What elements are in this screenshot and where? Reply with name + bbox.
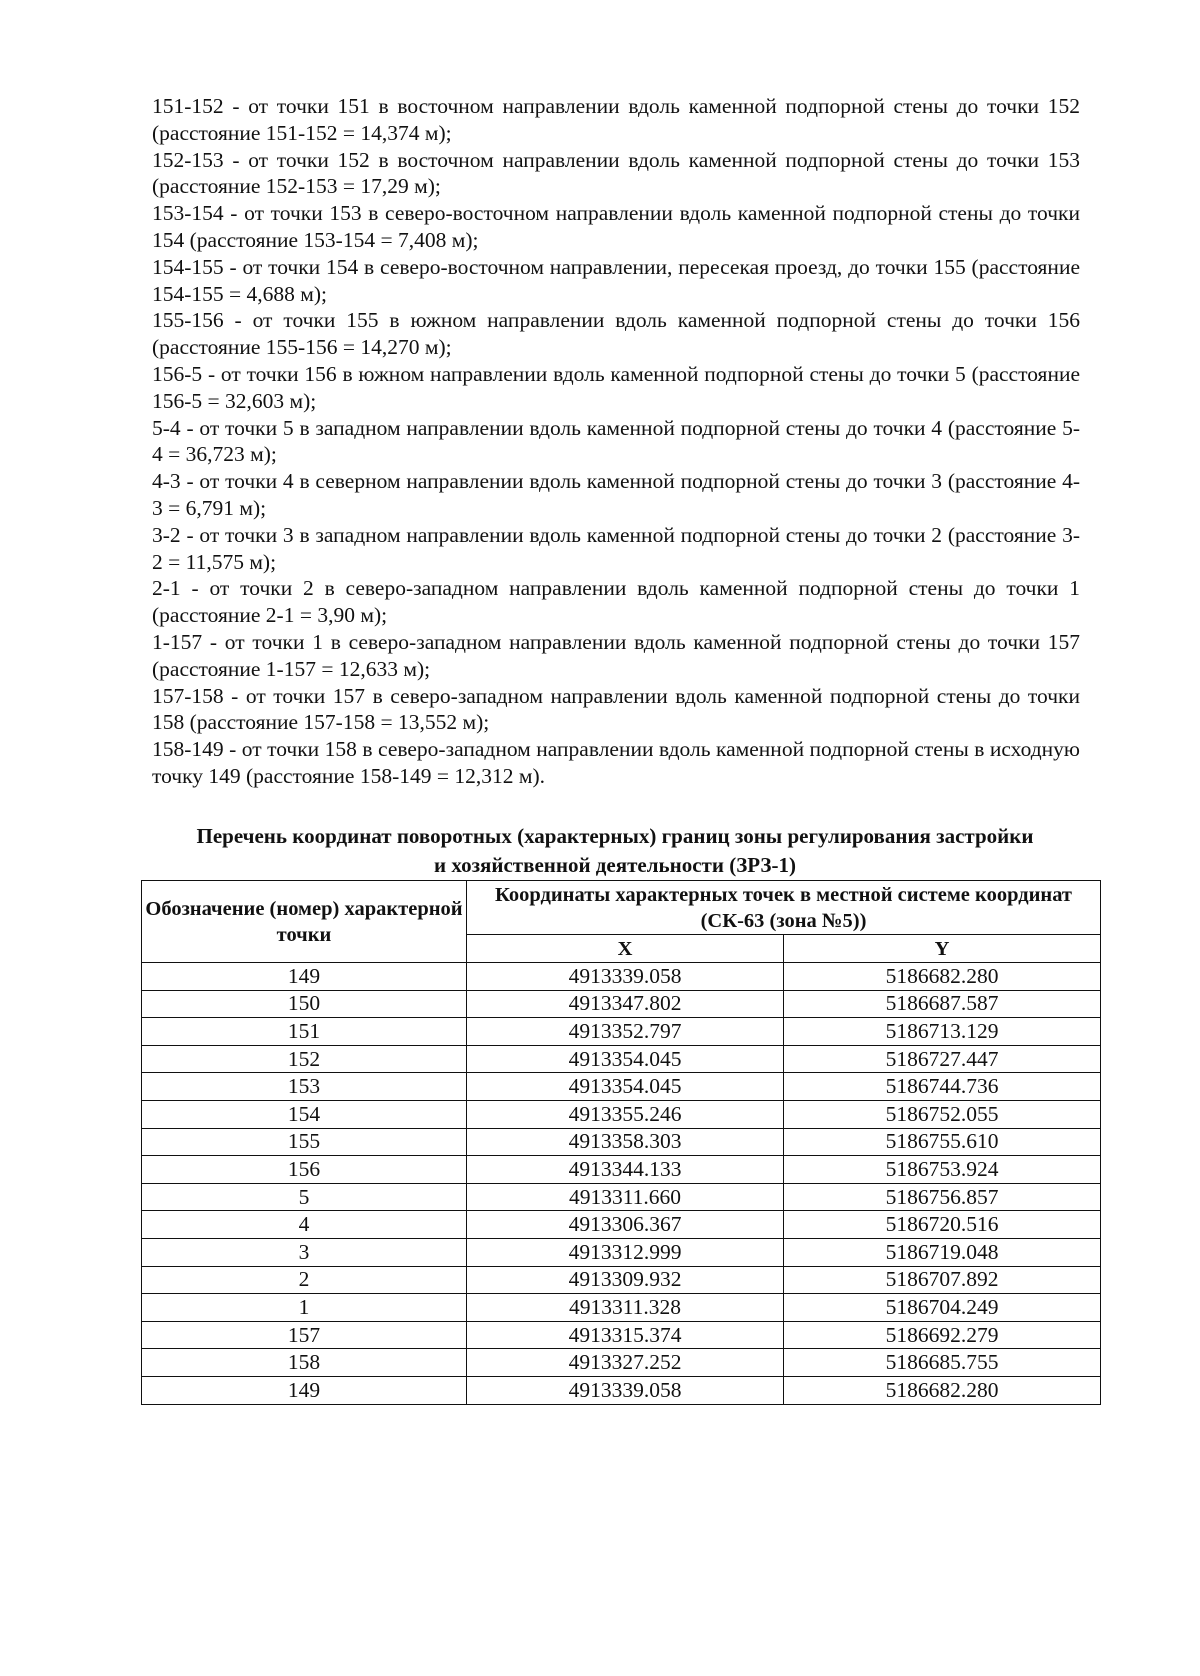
header-y: Y	[784, 935, 1101, 963]
y-coordinate-cell: 5186727.447	[784, 1045, 1101, 1073]
y-coordinate-cell: 5186713.129	[784, 1018, 1101, 1046]
point-number-cell: 149	[142, 1376, 467, 1404]
y-coordinate-cell: 5186720.516	[784, 1211, 1101, 1239]
paragraph: 156-5 - от точки 156 в южном направлении вдоль каменной подпорной стены до точки 5 (расстояние 156-5 = 32,603 м);	[152, 361, 1080, 413]
paragraph: 3-2 - от точки 3 в западном направлении вдоль каменной подпорной стены до точки 2 (расстояние 3-2 = 11,575 м);	[152, 522, 1080, 574]
paragraph: 155-156 - от точки 155 в южном направлении вдоль каменной подпорной стены до точки 156 (расстояние 155-156 = 14,270 м);	[152, 308, 1080, 360]
y-coordinate-cell: 5186682.280	[784, 1376, 1101, 1404]
y-coordinate-cell: 5186704.249	[784, 1294, 1101, 1322]
point-number-cell: 156	[142, 1156, 467, 1184]
table-title	[140, 822, 1090, 880]
table-row	[142, 1266, 1101, 1294]
paragraph: 151-152 - от точки 151 в восточном направлении вдоль каменной подпорной стены до точки 152 (расстояние 151-152 = 14,374 м);	[152, 94, 1080, 145]
point-number-cell: 151	[142, 1018, 467, 1046]
paragraph: 154-155 - от точки 154 в северо-восточном направлении, пересекая проезд, до точки 155 (расстояние 154-155 = 4,688 м);	[152, 254, 1080, 306]
x-coordinate-cell: 4913315.374	[467, 1321, 784, 1349]
x-coordinate-cell: 4913358.303	[467, 1128, 784, 1156]
y-coordinate-cell: 5186744.736	[784, 1073, 1101, 1101]
table-row	[142, 1349, 1101, 1377]
y-coordinate-cell: 5186687.587	[784, 990, 1101, 1018]
header-coordinates: Координаты характерных точек в местной системе координат (СК-63 (зона №5))	[467, 881, 1101, 935]
paragraph: 1-157 - от точки 1 в северо-западном направлении вдоль каменной подпорной стены до точки 157 (расстояние 1-157 = 12,633 м);	[152, 629, 1080, 681]
y-coordinate-cell: 5186692.279	[784, 1321, 1101, 1349]
y-coordinate-cell: 5186756.857	[784, 1183, 1101, 1211]
x-coordinate-cell: 4913355.246	[467, 1100, 784, 1128]
x-coordinate-cell: 4913306.367	[467, 1211, 784, 1239]
point-number-cell: 5	[142, 1183, 467, 1211]
y-coordinate-cell: 5186755.610	[784, 1128, 1101, 1156]
point-number-cell: 157	[142, 1321, 467, 1349]
x-coordinate-cell: 4913339.058	[467, 1376, 784, 1404]
y-coordinate-cell: 5186682.280	[784, 963, 1101, 991]
coordinates-table	[141, 880, 1101, 1405]
table-row	[142, 1294, 1101, 1322]
y-coordinate-cell: 5186752.055	[784, 1100, 1101, 1128]
paragraph: 2-1 - от точки 2 в северо-западном направлении вдоль каменной подпорной стены до точки 1 (расстояние 2-1 = 3,90 м);	[152, 576, 1080, 628]
table-row	[142, 1211, 1101, 1239]
x-coordinate-cell: 4913311.660	[467, 1183, 784, 1211]
paragraph: 153-154 - от точки 153 в северо-восточном направлении вдоль каменной подпорной стены до точки 154 (расстояние 153-154 = 7,408 м);	[152, 201, 1080, 252]
point-number-cell: 158	[142, 1349, 467, 1377]
y-coordinate-cell: 5186707.892	[784, 1266, 1101, 1294]
paragraph: 5-4 - от точки 5 в западном направлении вдоль каменной подпорной стены до точки 4 (расстояние 5-4 = 36,723 м);	[152, 415, 1080, 467]
point-number-cell: 1	[142, 1294, 467, 1322]
paragraph: 152-153 - от точки 152 в восточном направлении вдоль каменной подпорной стены до точки 153 (расстояние 152-153 = 17,29 м);	[152, 147, 1080, 199]
point-number-cell: 153	[142, 1073, 467, 1101]
point-number-cell: 150	[142, 990, 467, 1018]
x-coordinate-cell: 4913354.045	[467, 1073, 784, 1101]
table-title-line: Перечень координат поворотных (характерных) границ зоны регулирования застройки	[196, 824, 1034, 848]
table-row	[142, 1238, 1101, 1266]
point-number-cell: 152	[142, 1045, 467, 1073]
table-row	[142, 1321, 1101, 1349]
paragraph: 4-3 - от точки 4 в северном направлении вдоль каменной подпорной стены до точки 3 (расстояние 4-3 = 6,791 м);	[152, 469, 1080, 520]
table-title-line: и хозяйственной деятельности (ЗРЗ-1)	[434, 853, 796, 877]
table-row	[142, 1045, 1101, 1073]
table-row	[142, 1128, 1101, 1156]
x-coordinate-cell: 4913339.058	[467, 963, 784, 991]
x-coordinate-cell: 4913312.999	[467, 1238, 784, 1266]
y-coordinate-cell: 5186719.048	[784, 1238, 1101, 1266]
point-number-cell: 4	[142, 1211, 467, 1239]
table-row	[142, 1183, 1101, 1211]
header-x: X	[467, 935, 784, 963]
x-coordinate-cell: 4913354.045	[467, 1045, 784, 1073]
point-number-cell: 3	[142, 1238, 467, 1266]
table-row	[142, 990, 1101, 1018]
point-number-cell: 2	[142, 1266, 467, 1294]
x-coordinate-cell: 4913311.328	[467, 1294, 784, 1322]
point-number-cell: 149	[142, 963, 467, 991]
y-coordinate-cell: 5186685.755	[784, 1349, 1101, 1377]
x-coordinate-cell: 4913309.932	[467, 1266, 784, 1294]
header-point-number: Обозначение (номер) характерной точки	[142, 881, 467, 963]
table-row	[142, 1156, 1101, 1184]
x-coordinate-cell: 4913352.797	[467, 1018, 784, 1046]
point-number-cell: 155	[142, 1128, 467, 1156]
boundary-description	[152, 93, 1080, 790]
x-coordinate-cell: 4913347.802	[467, 990, 784, 1018]
y-coordinate-cell: 5186753.924	[784, 1156, 1101, 1184]
table-row	[142, 963, 1101, 991]
paragraph: 157-158 - от точки 157 в северо-западном направлении вдоль каменной подпорной стены до точки 158 (расстояние 157-158 = 13,552 м);	[152, 683, 1080, 735]
table-row	[142, 1073, 1101, 1101]
table-row	[142, 1100, 1101, 1128]
table-row	[142, 1376, 1101, 1404]
table-row	[142, 1018, 1101, 1046]
x-coordinate-cell: 4913327.252	[467, 1349, 784, 1377]
x-coordinate-cell: 4913344.133	[467, 1156, 784, 1184]
paragraph: 158-149 - от точки 158 в северо-западном направлении вдоль каменной подпорной стены в исходную точку 149 (расстояние 158-149 = 12,312 м).	[152, 737, 1080, 788]
point-number-cell: 154	[142, 1100, 467, 1128]
